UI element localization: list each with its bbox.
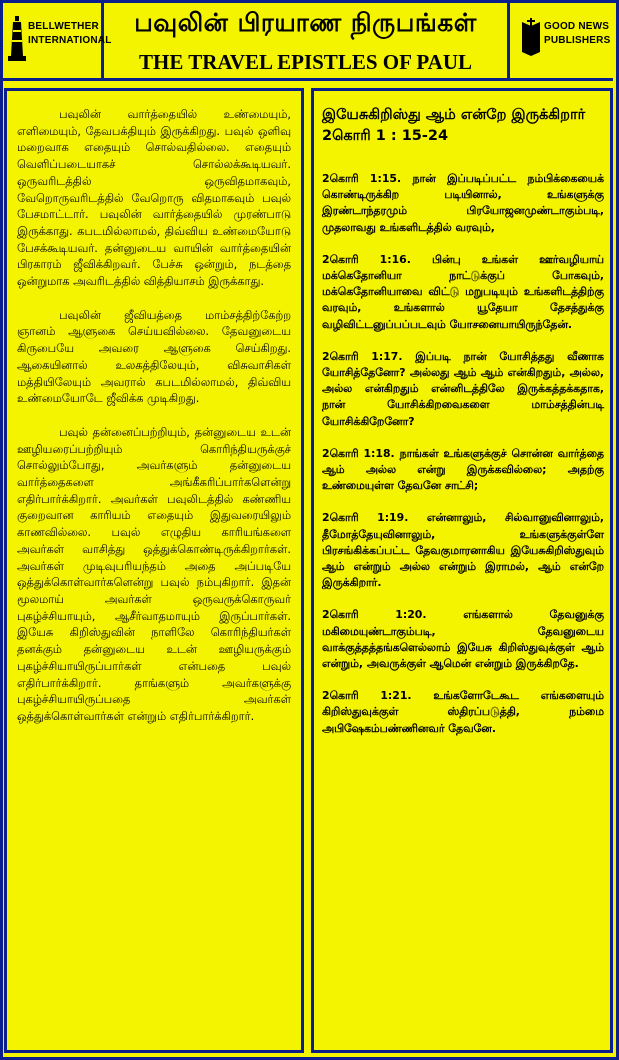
- section-heading-title: இயேசுகிறிஸ்து ஆம் என்றே இருக்கிறார்: [322, 107, 586, 123]
- logo-line-1: BELLWETHER: [28, 21, 99, 32]
- scripture-content: [322, 105, 604, 753]
- logo-line-1: GOOD NEWS: [544, 21, 610, 32]
- logo-line-2: PUBLISHERS: [544, 35, 611, 46]
- lighthouse-icon: [8, 16, 26, 62]
- good-news-logo: [507, 0, 613, 78]
- english-title: THE TRAVEL EPISTLES OF PAUL: [139, 50, 472, 74]
- commentary-paragraph: பவுலின் வார்த்தையில் உண்மையும், எளிமையும், தேவபக்தியும் இருக்கிறது. பவுல் ஒளிவு மறைவாக எதையும் சொல்வதில்லை. எதையும் வெளிப்படையாகச் சொல்லக்கூடியவர். ஒருவரிடத்தில் ஒருவிதமாகவும், வேறொருவரிடத்தில் வேறொரு விதமாகவும் பவுல் பேசமாட்டார். பவுலின் வார்த்தையில் முரண்பாடு இருக்காது. கபடமில்லாமல், திவ்விய உண்மையோடு பேசக்கூடியவர். தன்னுடைய வாயின் வார்த்தையின் பிரகாரம் ஜீவிக்கிறவர். பேச்சு ஒன்றும், நடத்தை ஒன்றுமாக அவரிடத்தில் வித்தியாசம் இருக்காது.: [17, 107, 291, 289]
- verse-block: 2கொரி 1:16. பின்பு உங்கள் ஊர்வழியாய் மக்கெதோனியா நாட்டுக்குப் போகவும், மக்கெதோனியாவை விட்டு மறுபடியும் உங்களிடத்திற்கு வரவும், உங்களால் யூதேயா தேசத்துக்கு வழிவிட்டனுப்பப்படவும் யோசனையாயிருந்தேன்.: [322, 252, 604, 331]
- good-news-logo-text: [544, 20, 610, 48]
- header: [0, 0, 613, 78]
- verse-block: 2கொரி 1:15. நான் இப்படிப்பட்ட நம்பிக்கையைக் கொண்டிருக்கிற படியினால், உங்களுக்கு இரண்டாந்தரமும் பிரயோஜனமுண்டாகும்படி, முதலாவது உங்களிடத்தில் வரவும்,: [322, 172, 604, 234]
- verse-block: 2கொரி 1:19. என்னாலும், சில்வானுவினாலும், தீமோத்தேயுவினாலும், உங்களுக்குள்ளே பிரசங்கிக்கப்பட்ட தேவகுமாரனாகிய இயேசுகிறிஸ்துவும் ஆம் என்றும் அல்ல என்றும் இராமல், ஆம் என்றே இருக்கிறார்.: [322, 511, 604, 590]
- title-area: [104, 0, 507, 78]
- bellwether-logo: [0, 0, 112, 78]
- section-heading-reference: 2கொரி 1 : 15-24: [322, 128, 449, 144]
- commentary-paragraph: பவுலின் ஜீவியத்தை மாம்சத்திற்கேற்ற ஞானம் ஆளுகை செய்யவில்லை. தேவனுடைய கிருபையே அவரை ஆளுகை செய்கிறது. ஆகையினால் உலகத்திலேயும், விசுவாசிகள் மத்தியிலேயும் அவரால் கபடமில்லாமல், திவ்விய உண்மையோடே ஜீவிக்க முடிகிறது.: [17, 307, 291, 406]
- logo-line-2: INTERNATIONAL: [28, 35, 112, 46]
- bellwether-logo-text: [28, 20, 112, 48]
- verse-block: 2கொரி 1:18. நாங்கள் உங்களுக்குச் சொன்ன வார்த்தை ஆம் அல்ல என்று இருக்கவில்லை; அதற்கு உண்மையுள்ள தேவனே சாட்சி;: [322, 446, 604, 493]
- commentary-text: [17, 106, 291, 742]
- tamil-title: பவுலின் பிரயாண நிருபங்கள்: [134, 8, 477, 37]
- commentary-paragraph: பவுல் தன்னைப்பற்றியும், தன்னுடைய உடன் ஊழியரைப்பற்றியும் கொரிந்தியருக்குச் சொல்லும்போது, அவர்களும் தன்னுடைய வார்த்தைகளை அங்கீகரிப்பார்களென்று எதிர்பார்க்கிறார். அவர்கள் பவுலிடத்தில் கண்ணிய குறைவான காரியம் எதையும் இதுவரையிலும் காணவில்லை. பவுல் எழுதிய காரியங்களை அவர்கள் வாசித்து ஒத்துக்கொண்டிருக்கிறார்கள். அவர்கள் முடிவுபரியந்தம் அதை அப்படியே ஒத்துக்கொள்வார்களென்று பவுல் நம்புகிறார். இதன் மூலமாய் அவர்கள் ஒருவருக்கொருவர் புகழ்ச்சியாயும், ஆசீர்வாதமாயும் இருப்பார்கள். இயேசு கிறிஸ்துவின் நாளிலே கொரிந்தியர்கள் தனக்கும் தன்னுடைய உடன் ஊழியருக்கும் புகழ்ச்சியாயிருப்பார்கள் என்பதை பவுல் எதிர்பார்க்கிறார். தாங்களும் அவர்களுக்கு புகழ்ச்சியாயிருப்பதை அவர்கள் ஒத்துக்கொள்வார்கள் என்றும் எதிர்பார்க்கிறார்.: [17, 424, 291, 723]
- verse-block: 2கொரி 1:17. இப்படி நான் யோசித்தது வீணாக யோசித்தேனோ? அல்லது ஆம் ஆம் என்கிறதும், அல்ல, அல்ல என்கிறதும் என்னிடத்திலே இருக்கத்தக்கதாக, நான் யோசிக்கிறவைகளை மாம்சத்தின்படி யோசிக்கிறேனோ?: [322, 349, 604, 428]
- verse-block: 2கொரி 1:21. உங்களோடேகூட எங்களையும் கிறிஸ்துவுக்குள் ஸ்திரப்படுத்தி, நம்மை அபிஷேகம்பண்ணினவர் தேவனே.: [322, 689, 604, 735]
- header-divider: [0, 78, 613, 81]
- verse-block: 2கொரி 1:20. எங்களால் தேவனுக்கு மகிமையுண்டாகும்படி, தேவனுடைய வாக்குத்தத்தங்களெல்லாம் இயேசு கிறிஸ்துவுக்குள் ஆம் என்றும், அவருக்குள் ஆமென் என்றும் இருக்கிறதே.: [322, 608, 604, 671]
- section-heading: [322, 105, 604, 147]
- commentary-column: [4, 88, 304, 1053]
- book-icon: [520, 18, 542, 58]
- scripture-column: [311, 88, 613, 1053]
